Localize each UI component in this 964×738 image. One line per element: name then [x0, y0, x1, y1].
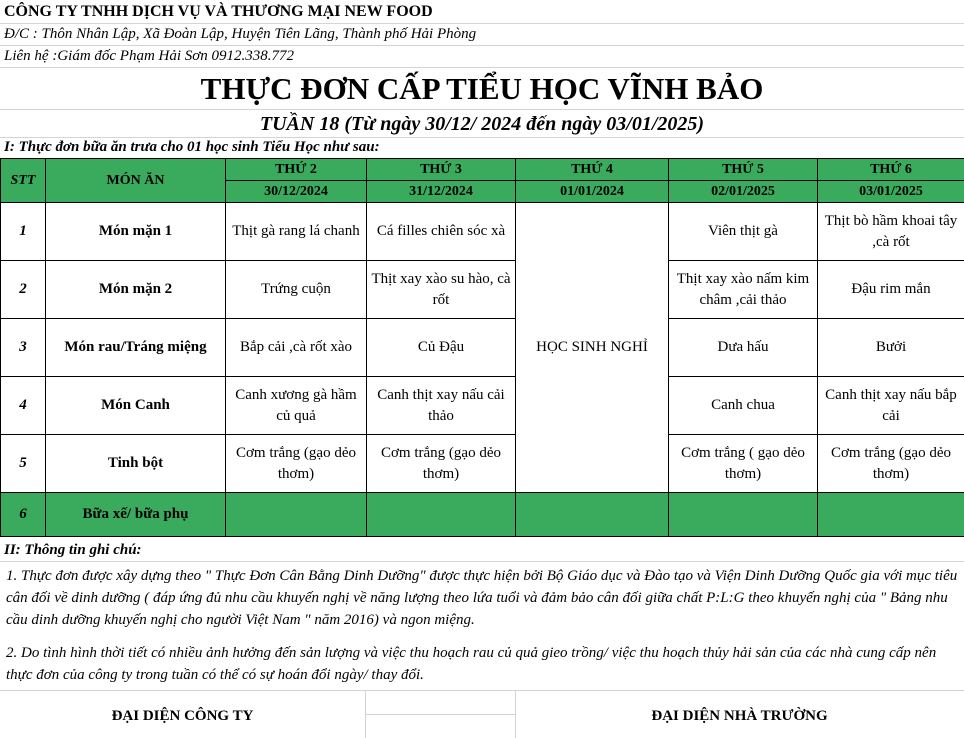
header-day-fri: THỨ 6	[818, 159, 964, 181]
school-representative: ĐẠI DIỆN NHÀ TRƯỜNG	[651, 708, 828, 724]
cell-tue: Thịt xay xào su hào, cà rốt	[367, 261, 516, 319]
cell-fri: Thịt bò hầm khoai tây ,cà rốt	[818, 203, 964, 261]
header-dish: MÓN ĂN	[46, 159, 226, 203]
header-day-thu: THỨ 5	[669, 159, 818, 181]
cell-thu: Canh chua	[669, 377, 818, 435]
header-date-fri: 03/01/2025	[818, 181, 964, 203]
header-day-tue: THỨ 3	[367, 159, 516, 181]
row-dish: Món mặn 2	[46, 261, 226, 319]
section-1-heading: I: Thực đơn bữa ăn trưa cho 01 học sinh Tiểu Học như sau:	[4, 139, 380, 155]
cell-mon: Canh xương gà hầm củ quả	[226, 377, 367, 435]
company-name: CÔNG TY TNHH DỊCH VỤ VÀ THƯƠNG MẠI NEW FOOD	[0, 0, 964, 24]
menu-table	[0, 158, 964, 537]
row-stt: 4	[1, 377, 46, 435]
row-stt: 5	[1, 435, 46, 493]
row-dish: Tinh bột	[46, 435, 226, 493]
cell-tue: Củ Đậu	[367, 319, 516, 377]
cell-fri: Cơm trắng (gạo dẻo thơm)	[818, 435, 964, 493]
row-stt: 3	[1, 319, 46, 377]
row-stt: 6	[1, 493, 46, 537]
cell-wed	[516, 493, 669, 537]
cell-mon: Thịt gà rang lá chanh	[226, 203, 367, 261]
header-date-mon: 30/12/2024	[226, 181, 367, 203]
holiday-cell: HỌC SINH NGHỈ	[516, 203, 669, 493]
table-row	[1, 319, 964, 377]
cell-tue: Cá filles chiên sóc xà	[367, 203, 516, 261]
table-row	[1, 203, 964, 261]
cell-thu: Dưa hấu	[669, 319, 818, 377]
cell-mon: Cơm trắng (gạo dẻo thơm)	[226, 435, 367, 493]
cell-mon: Trứng cuộn	[226, 261, 367, 319]
header-stt: STT	[1, 159, 46, 203]
row-dish: Món Canh	[46, 377, 226, 435]
cell-fri: Đậu rim mắn	[818, 261, 964, 319]
cell-thu	[669, 493, 818, 537]
cell-thu: Thịt xay xào nấm kim châm ,cải thảo	[669, 261, 818, 319]
cell-thu: Viên thịt gà	[669, 203, 818, 261]
header-date-tue: 31/12/2024	[367, 181, 516, 203]
cell-fri: Canh thịt xay nấu bắp cải	[818, 377, 964, 435]
table-row	[1, 435, 964, 493]
cell-fri	[818, 493, 964, 537]
week-subtitle: TUẦN 18 (Từ ngày 30/12/ 2024 đến ngày 03/01/2025)	[0, 110, 964, 138]
note-2: 2. Do tình hình thời tiết có nhiều ảnh hưởng đến sản lượng và việc thu hoạch rau củ quả gieo trồng/ việc thu hoạch thủy hải sản của các nhà cung cấp nên thực đơn của công ty trong tuần có thể có sự hoán đổi ngày/ thay đổi.	[6, 645, 937, 683]
row-stt: 1	[1, 203, 46, 261]
header-date-thu: 02/01/2025	[669, 181, 818, 203]
table-row	[1, 377, 964, 435]
divider	[365, 714, 515, 715]
header-day-wed: THỨ 4	[516, 159, 669, 181]
table-row	[1, 493, 964, 537]
note-1: 1. Thực đơn được xây dựng theo " Thực Đơn Cân Bằng Dinh Dưỡng" được thực hiện bởi Bộ Giáo dục và Đào tạo và Viện Dinh Dưỡng Quốc gia với mục tiêu cân đối về dinh dưỡng ( đáp ứng đủ nhu cầu khuyến nghị về năng lượng theo lứa tuổi và đảm bảo cân đối giữa chất P:L:G theo khuyến nghị của " Bảng nhu cầu dinh dưỡng khuyến nghị cho người Việt Nam " năm 2016) và ngon miệng.	[6, 568, 958, 628]
cell-mon: Bắp cải ,cà rốt xào	[226, 319, 367, 377]
cell-tue: Canh thịt xay nấu cải thảo	[367, 377, 516, 435]
header-day-mon: THỨ 2	[226, 159, 367, 181]
table-row	[1, 261, 964, 319]
row-dish: Bữa xế/ bữa phụ	[46, 493, 226, 537]
company-address: Đ/C : Thôn Nhân Lập, Xã Đoàn Lập, Huyện Tiên Lãng, Thành phố Hải Phòng	[0, 24, 964, 46]
company-representative: ĐẠI DIỆN CÔNG TY	[111, 708, 254, 724]
header-date-wed: 01/01/2024	[516, 181, 669, 203]
row-stt: 2	[1, 261, 46, 319]
cell-tue	[367, 493, 516, 537]
cell-fri: Bưởi	[818, 319, 964, 377]
section-2-heading: II: Thông tin ghi chú:	[0, 540, 964, 562]
company-contact: Liên hệ :Giám đốc Phạm Hải Sơn 0912.338.772	[0, 46, 964, 68]
row-dish: Món rau/Tráng miệng	[46, 319, 226, 377]
row-dish: Món mặn 1	[46, 203, 226, 261]
cell-thu: Cơm trắng ( gạo dẻo thơm)	[669, 435, 818, 493]
cell-tue: Cơm trắng (gạo dẻo thơm)	[367, 435, 516, 493]
cell-mon	[226, 493, 367, 537]
page-title: THỰC ĐƠN CẤP TIỂU HỌC VĨNH BẢO	[0, 68, 964, 110]
divider	[0, 690, 964, 691]
